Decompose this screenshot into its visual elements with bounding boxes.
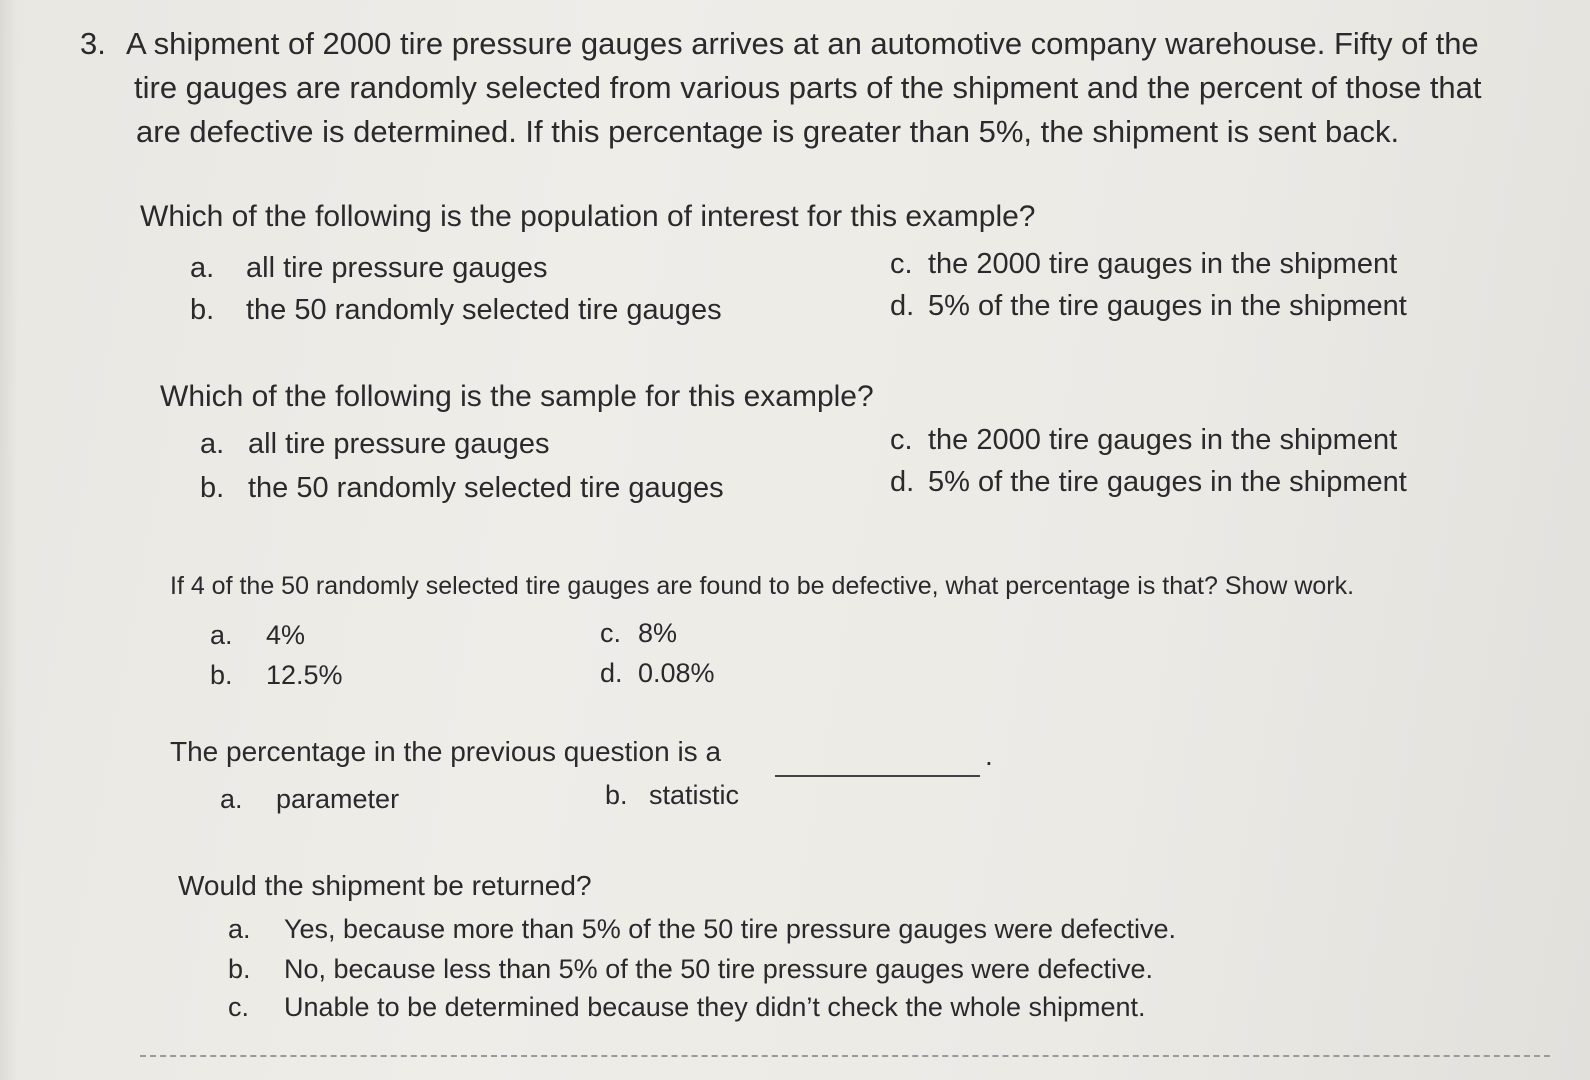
q5-option-b-text: No, because less than 5% of the 50 tire pressure gauges were defective.: [284, 954, 1154, 984]
q4-question: The percentage in the previous question is a: [170, 736, 722, 767]
q4-option-b-text: statistic: [649, 780, 740, 810]
q5-option-b-letter: b.: [228, 954, 251, 984]
q5-option-a-text: Yes, because more than 5% of the 50 tire pressure gauges were defective.: [284, 914, 1177, 944]
q3-option-a-text: 4%: [266, 620, 306, 650]
q3-option-c-letter: c.: [600, 618, 622, 648]
q3-option-c-text: 8%: [638, 618, 678, 648]
q5-option-a-letter: a.: [228, 914, 251, 944]
q1-option-a[interactable]: [190, 252, 547, 285]
q3-question: If 4 of the 50 randomly selected tire gauges are found to be defective, what percentage is that? Show work.: [170, 572, 1355, 600]
q5-question: Would the shipment be returned?: [178, 870, 592, 901]
q3-option-d-text: 0.08%: [638, 658, 715, 688]
q1-option-c-letter: c.: [890, 248, 913, 280]
q3-option-a-letter: a.: [210, 620, 233, 650]
bottom-dashed-divider: [140, 1055, 1550, 1057]
q2-option-c-text: the 2000 tire gauges in the shipment: [928, 424, 1398, 456]
q2-option-d-text: 5% of the tire gauges in the shipment: [928, 466, 1407, 498]
q3-option-b-text: 12.5%: [266, 660, 343, 690]
q3-option-d[interactable]: [600, 658, 715, 689]
q4-option-a-letter: a.: [220, 784, 243, 814]
q1-option-b[interactable]: [190, 294, 722, 327]
intro-line-2: tire gauges are randomly selected from various parts of the shipment and the percent of those that: [134, 70, 1482, 105]
q2-option-c[interactable]: [890, 424, 1397, 457]
q2-option-d-letter: d.: [890, 466, 915, 498]
q3-option-b[interactable]: [210, 660, 343, 691]
intro-line-1: A shipment of 2000 tire pressure gauges arrives at an automotive company warehouse. Fifty of the: [126, 26, 1479, 61]
q1-option-a-text: all tire pressure gauges: [246, 252, 548, 284]
q2-option-a[interactable]: [200, 428, 549, 461]
problem-number: 3.: [80, 26, 106, 61]
q1-option-d-text: 5% of the tire gauges in the shipment: [928, 290, 1407, 322]
q5-option-c[interactable]: [228, 992, 1146, 1023]
q2-option-b-text: the 50 randomly selected tire gauges: [248, 472, 724, 504]
q2-option-b-letter: b.: [200, 472, 225, 504]
q3-option-b-letter: b.: [210, 660, 233, 690]
q2-option-d[interactable]: [890, 466, 1407, 499]
q4-option-a-text: parameter: [276, 784, 400, 814]
q2-option-a-letter: a.: [200, 428, 225, 460]
q2-option-c-letter: c.: [890, 424, 913, 456]
q1-option-c-text: the 2000 tire gauges in the shipment: [928, 248, 1398, 280]
q1-option-b-text: the 50 randomly selected tire gauges: [246, 294, 722, 326]
q3-option-d-letter: d.: [600, 658, 623, 688]
q2-option-a-text: all tire pressure gauges: [248, 428, 550, 460]
q4-answer-blank[interactable]: [775, 775, 980, 777]
page-edge-shadow: [0, 0, 18, 1080]
q5-option-c-text: Unable to be determined because they didn’t check the whole shipment.: [284, 992, 1146, 1022]
q5-option-b[interactable]: [228, 954, 1153, 985]
q4-blank-period: .: [985, 740, 993, 771]
q4-option-a[interactable]: [220, 784, 399, 815]
q1-option-b-letter: b.: [190, 294, 215, 326]
intro-line-3: are defective is determined. If this percentage is greater than 5%, the shipment is sent back.: [136, 114, 1400, 149]
q3-option-c[interactable]: [600, 618, 677, 649]
q2-option-b[interactable]: [200, 472, 724, 505]
q1-option-d[interactable]: [890, 290, 1407, 323]
q2-question: Which of the following is the sample for this example?: [160, 380, 874, 413]
q4-option-b-letter: b.: [605, 780, 628, 810]
q3-option-a[interactable]: [210, 620, 305, 651]
q5-option-a[interactable]: [228, 914, 1176, 945]
q1-option-a-letter: a.: [190, 252, 215, 284]
q4-option-b[interactable]: [605, 780, 739, 811]
q5-option-c-letter: c.: [228, 992, 250, 1022]
q1-option-c[interactable]: [890, 248, 1397, 281]
q1-question: Which of the following is the population of interest for this example?: [140, 200, 1036, 233]
q1-option-d-letter: d.: [890, 290, 915, 322]
